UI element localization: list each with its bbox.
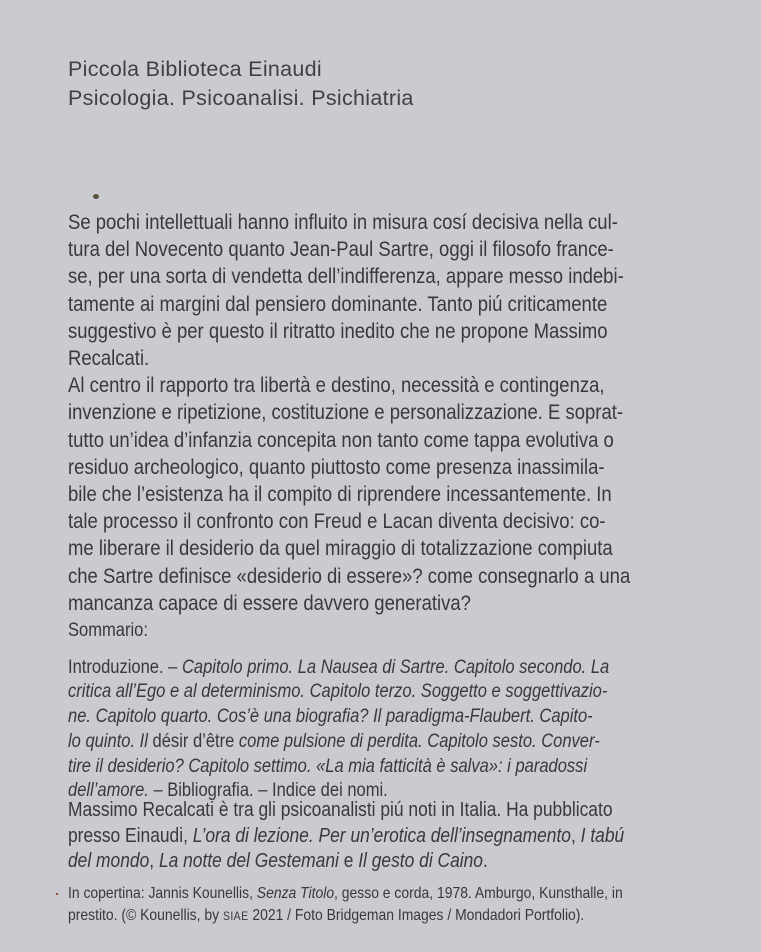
credits-text: prestito. (© Kounellis, by	[68, 907, 223, 924]
siae-label: SIAE	[222, 909, 249, 923]
summary-line	[68, 755, 642, 780]
summary-line	[68, 680, 642, 705]
summary-text-italic: dell’amore.	[68, 780, 149, 802]
blurb-line: tamente ai margini dal pensiero dominante. Tanto piú criticamente	[68, 291, 608, 316]
credits-line	[68, 905, 642, 927]
blurb-line: mancanza capace di essere davvero generativa?	[68, 590, 471, 615]
summary-text: désir d’être	[152, 730, 235, 752]
blurb-line: invenzione e ripetizione, costituzione e personalizzazione. E soprat-	[68, 400, 624, 425]
book-title: L’ora di lezione. Per un’erotica dell’insegnamento	[192, 824, 571, 847]
author-text: Massimo Recalcati è tra gli psicoanalisti piú noti in Italia. Ha pubblicato	[68, 799, 613, 821]
author-text: ,	[149, 850, 159, 872]
blurb-line: che Sartre definisce «desiderio di essere»? come consegnarlo a una	[68, 563, 631, 588]
author-line	[68, 824, 642, 850]
summary-text-italic: critica all’Ego e al determinismo. Capitolo terzo. Soggetto e soggettivazio-	[68, 681, 608, 703]
series-header	[68, 55, 414, 113]
author-text: e	[338, 850, 359, 872]
paper-speck	[93, 194, 99, 199]
summary-text: – Bibliografia. – Indice dei nomi.	[148, 780, 388, 802]
book-title: Il gesto di Caino	[358, 850, 483, 872]
author-text: presso Einaudi,	[68, 824, 193, 847]
credits-text: 2021 / Foto Bridgeman Images / Mondadori Portfolio).	[248, 907, 585, 924]
book-title: I tabú	[580, 824, 625, 847]
blurb-line: tutto un’idea d’infanzia concepita non tanto come tappa evolutiva o	[68, 427, 614, 452]
summary-text: Introduzione. –	[68, 656, 182, 678]
author-line	[68, 849, 642, 875]
author-text: ,	[570, 824, 581, 847]
summary-heading: Sommario:	[68, 620, 148, 641]
book-title: La notte del Gestemani	[158, 850, 339, 872]
summary-text-italic: tire il desiderio? Capitolo settimo. «La mia fatticità è salva»: i paradossi	[68, 755, 588, 777]
blurb-line: tale processo il confronto con Freud e Lacan diventa decisivo: co-	[68, 509, 606, 534]
blurb-line: me liberare il desiderio da quel miraggio di totalizzazione compiuta	[68, 536, 613, 561]
summary-line	[68, 705, 642, 730]
blurb-line: residuo archeologico, quanto piuttosto come presenza inassimila-	[68, 454, 605, 479]
summary-line	[68, 656, 642, 681]
blurb-line: Al centro il rapporto tra libertà e destino, necessità e contingenza,	[68, 373, 605, 398]
author-bio	[68, 798, 728, 875]
blurb-line: Se pochi intellettuali hanno influito in misura cosí decisiva nella cul-	[68, 210, 618, 234]
summary-text-italic: come pulsione di perdita. Capitolo sesto. Conver-	[234, 730, 600, 752]
book-blurb	[68, 209, 728, 617]
blurb-line: Recalcati.	[68, 346, 150, 371]
blurb-line: suggestivo è per questo il ritratto inedito che ne propone Massimo	[68, 318, 608, 343]
blurb-line: tura del Novecento quanto Jean-Paul Sartre, oggi il filosofo france-	[68, 237, 614, 262]
summary-text-italic: ne. Capitolo quarto. Cos’è una biografia? Il paradigma-Flaubert. Capito-	[68, 706, 593, 728]
summary-text-italic: lo quinto. Il	[68, 730, 153, 752]
author-line	[68, 798, 642, 824]
print-mark	[56, 893, 58, 895]
summary-line	[68, 730, 642, 755]
series-title: Piccola Biblioteca Einaudi	[68, 57, 322, 81]
series-subtitle: Psicologia. Psicoanalisi. Psichiatria	[68, 86, 414, 110]
book-title: del mondo	[68, 850, 150, 872]
credits-text: In copertina: Jannis Kounellis,	[68, 885, 257, 902]
blurb-line: bile che l’esistenza ha il compito di riprendere incessantemente. In	[68, 482, 612, 507]
cover-credits	[68, 883, 728, 927]
blurb-line: se, per una sorta di vendetta dell’indifferenza, appare messo indebi-	[68, 264, 624, 289]
credits-line	[68, 883, 642, 905]
author-text: .	[482, 850, 488, 872]
summary-text-italic: Capitolo primo. La Nausea di Sartre. Capitolo secondo. La	[181, 656, 610, 678]
table-of-contents	[68, 619, 728, 804]
artwork-title: Senza Titolo	[256, 885, 335, 902]
credits-text: , gesso e corda, 1978. Amburgo, Kunsthalle, in	[334, 885, 623, 902]
